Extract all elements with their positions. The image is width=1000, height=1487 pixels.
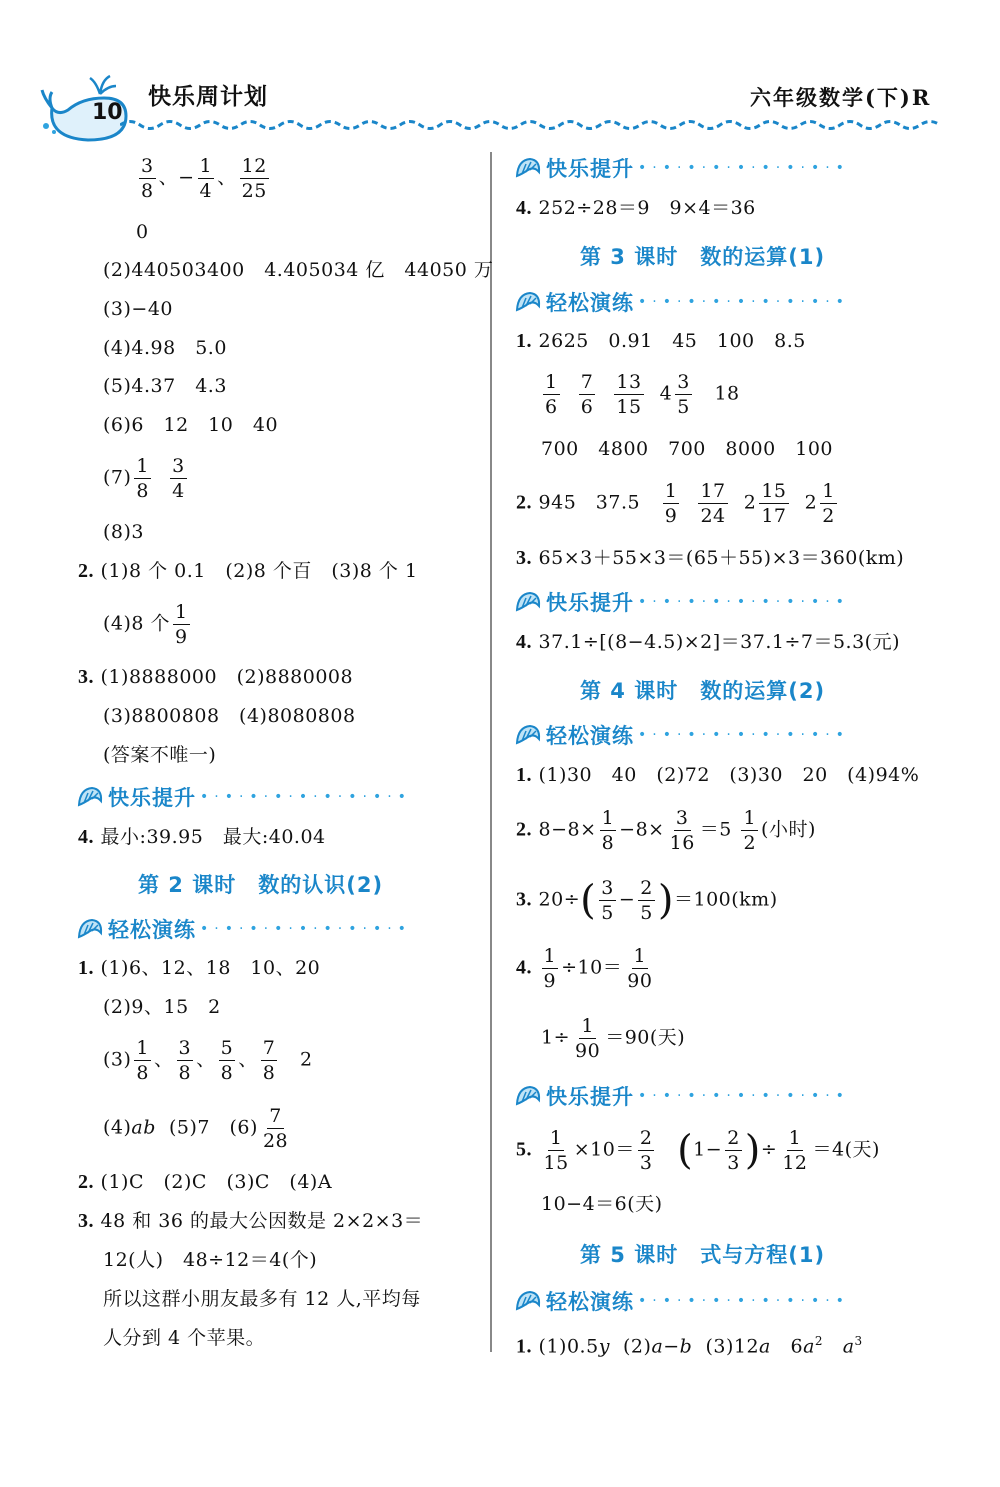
dot-trail: •·•·•·•·•·•·•·•·• [200, 789, 412, 805]
dot-trail: •·•·•·•·•·•·•·•·• [638, 727, 850, 743]
lesson-4-title: 第 4 课时 数的运算(2) [580, 679, 826, 703]
answer-line: 1. (1)0.5y (2)a−b (3)12a $6a^2$ $a^3$ [516, 1334, 863, 1358]
shell-icon [514, 1289, 542, 1313]
fraction: $\frac{3}{4}$ [172, 455, 185, 502]
fraction: $\frac{1}{9}$ [175, 601, 188, 648]
whale-logo-icon [38, 68, 138, 150]
dot-trail: •·•·•·•·•·•·•·•·• [638, 294, 850, 310]
fraction: $\frac{1}{8}$ [136, 455, 150, 502]
fraction: $\frac{7}{6}$ [580, 371, 594, 418]
page-number: 10 [92, 100, 123, 125]
answer-line: (4)4.98 5.0 [103, 337, 227, 359]
answer-line: (3)−40 [103, 298, 174, 320]
section-kuaile-tisheng: 快乐提升 •·•·•·•·•·•·•·•·• [514, 153, 850, 183]
answer-line: (2)440503400 4.405034 亿 44050 万 [103, 259, 494, 281]
fraction: $\frac{3}{16}$ [669, 807, 695, 854]
answer-line: 1. 2625 0.91 45 100 8.5 [516, 330, 806, 352]
answer-line: (3)8800808 (4)8080808 [103, 705, 356, 727]
fraction: $\frac{1}{9}$ [664, 480, 678, 527]
answer-line: (3) $\frac{1}{8}$ 、 $\frac{3}{8}$ 、 $\frac{5}{8}$ 、 $\frac{7}{8}$ 2 [103, 1037, 313, 1084]
fraction: $\frac{2}{5}$ [640, 877, 653, 924]
fraction: $\frac{1}{2}$ [822, 480, 835, 527]
answer-line: (5)4.37 4.3 [103, 375, 227, 397]
fraction: $\frac{1}{90}$ [575, 1015, 601, 1062]
section-kuaile-tisheng: 快乐提升 •·•·•·•·•·•·•·•·• [514, 1081, 850, 1111]
answer-line: 人分到 4 个苹果。 [103, 1327, 266, 1349]
shell-icon [76, 917, 104, 941]
shell-icon [514, 290, 542, 314]
lesson-3-title: 第 3 课时 数的运算(1) [580, 245, 826, 269]
fraction: $\frac{1}{2}$ [743, 807, 757, 854]
dot-trail: •·•·•·•·•·•·•·•·• [638, 1293, 850, 1309]
fraction: $\frac{13}{15}$ [616, 371, 642, 418]
fraction: $\frac{3}{8}$ [178, 1037, 192, 1084]
answer-line: 3. 20÷( $\frac{3}{5}$ − $\frac{2}{5}$ )＝100(km) [516, 877, 778, 924]
dot-trail: •·•·•·•·•·•·•·•·• [638, 1088, 850, 1104]
answer-line: (8)3 [103, 521, 145, 543]
answer-line: 4. $\frac{1}{9}$ ÷10＝ $\frac{1}{90}$ [516, 945, 653, 992]
column-divider [490, 152, 492, 1352]
answer-line: 1÷ $\frac{1}{90}$ ＝90(天) [541, 1015, 686, 1062]
answer-line: 4. 最小:39.95 最大:40.04 [78, 826, 326, 848]
section-kuaile-tisheng: 快乐提升 •·•·•·•·•·•·•·•·• [76, 782, 412, 812]
answer-line: (2)9、15 2 [103, 996, 221, 1018]
section-kuaile-tisheng: 快乐提升 •·•·•·•·•·•·•·•·• [514, 587, 850, 617]
fraction: $\frac{2}{3}$ [727, 1127, 740, 1174]
answer-line: (4)ab (5)7 (6) $\frac{7}{28}$ [103, 1105, 289, 1152]
answer-line: 1. (1)30 40 (2)72 (3)30 20 (4)94% [516, 764, 920, 786]
fraction: $\frac{1}{6}$ [545, 371, 558, 418]
fraction: $\frac{1}{90}$ [627, 945, 653, 992]
fraction: $\frac{5}{8}$ [220, 1037, 234, 1084]
answer-line: 2. 945 37.5 $\frac{1}{9}$ $\frac{17}{24}$ 2 $\frac{15}{17}$ 2 $\frac{1}{2}$ [516, 480, 835, 527]
section-qingsong-yanlian: 轻松演练 •·•·•·•·•·•·•·•·• [514, 287, 850, 317]
fraction: $\frac{3}{5}$ [677, 371, 690, 418]
fraction: $\frac{1}{9}$ [543, 945, 557, 992]
fraction: $\frac{2}{3}$ [639, 1127, 653, 1174]
shell-icon [514, 156, 542, 180]
left-line-fractions: $\frac{3}{8}$ 、− $\frac{1}{4}$ 、 $\frac{12}{25}$ [141, 155, 267, 202]
answer-line: 3. 48 和 36 的最大公因数是 2×2×3＝ [78, 1210, 424, 1232]
shell-icon [76, 785, 104, 809]
section-qingsong-yanlian: 轻松演练 •·•·•·•·•·•·•·•·• [76, 914, 412, 944]
fraction: $\frac{1}{8}$ [136, 1037, 150, 1084]
dot-trail: •·•·•·•·•·•·•·•·• [638, 594, 850, 610]
fraction: $\frac{1}{4}$ [199, 155, 213, 202]
answer-line: (6)6 12 10 40 [103, 414, 279, 436]
dot-trail: •·•·•·•·•·•·•·•·• [200, 921, 412, 937]
fraction: $\frac{1}{8}$ [601, 807, 615, 854]
fraction: $\frac{12}{25}$ [241, 155, 267, 202]
answer-line: 2. 8−8× $\frac{1}{8}$ −8× $\frac{3}{16}$ ＝5 $\frac{1}{2}$ (小时) [516, 807, 816, 854]
answer-line: 700 4800 700 8000 100 [541, 438, 834, 460]
fraction: $\frac{1}{15}$ [543, 1127, 569, 1174]
lesson-2-title: 第 2 课时 数的认识(2) [138, 873, 384, 897]
fraction: $\frac{17}{24}$ [700, 480, 726, 527]
answer-line: 10−4＝6(天) [541, 1193, 663, 1215]
answer-line: (7) $\frac{1}{8}$ $\frac{3}{4}$ [103, 455, 185, 502]
shell-icon [514, 1084, 542, 1108]
answer-line: 5. $\frac{1}{15}$ ×10＝ $\frac{2}{3}$ (1− $\frac{2}{3}$ )÷ $\frac{1}{12}$ ＝4(天) [516, 1127, 880, 1174]
answer-line: 1. (1)6、12、18 10、20 [78, 957, 321, 979]
answer-line: 3. (1)8888000 (2)8880008 [78, 666, 354, 688]
shell-icon [514, 723, 542, 747]
section-qingsong-yanlian: 轻松演练 •·•·•·•·•·•·•·•·• [514, 720, 850, 750]
answer-line: 3. 65×3＋55×3＝(65＋55)×3＝360(km) [516, 547, 905, 569]
subject-label: 六年级数学(下)R [750, 85, 932, 110]
shell-icon [514, 590, 542, 614]
lesson-5-title: 第 5 课时 式与方程(1) [580, 1243, 826, 1267]
answer-line: 4. 252÷28＝9 9×4＝36 [516, 197, 756, 219]
fraction: $\frac{3}{8}$ [141, 155, 154, 202]
fraction: $\frac{3}{5}$ [601, 877, 614, 924]
answer-line: 4. 37.1÷[(8−4.5)×2]＝37.1÷7＝5.3(元) [516, 631, 901, 653]
answer-line: 所以这群小朋友最多有 12 人,平均每 [103, 1288, 421, 1310]
answer-line: 12(人) 48÷12＝4(个) [103, 1249, 318, 1271]
fraction: $\frac{1}{12}$ [782, 1127, 808, 1174]
answer-line: (4)8 个 $\frac{1}{9}$ [103, 601, 188, 648]
section-qingsong-yanlian: 轻松演练 •·•·•·•·•·•·•·•·• [514, 1286, 850, 1316]
fraction: $\frac{7}{8}$ [262, 1037, 276, 1084]
fraction: $\frac{7}{28}$ [262, 1105, 289, 1152]
brand-title: 快乐周计划 [148, 84, 268, 110]
dot-trail: •·•·•·•·•·•·•·•·• [638, 160, 850, 176]
fraction: $\frac{15}{17}$ [761, 480, 787, 527]
answer-line: 0 [136, 221, 149, 243]
answer-line: 2. (1)C (2)C (3)C (4)A [78, 1171, 333, 1193]
answer-line: (答案不唯一) [103, 744, 217, 766]
answer-line: $\frac{1}{6}$ $\frac{7}{6}$ $\frac{13}{15}$ 4 $\frac{3}{5}$ 18 [545, 371, 740, 418]
answer-line: 2. (1)8 个 0.1 (2)8 个百 (3)8 个 1 [78, 560, 418, 582]
header-wave-line [120, 116, 942, 134]
